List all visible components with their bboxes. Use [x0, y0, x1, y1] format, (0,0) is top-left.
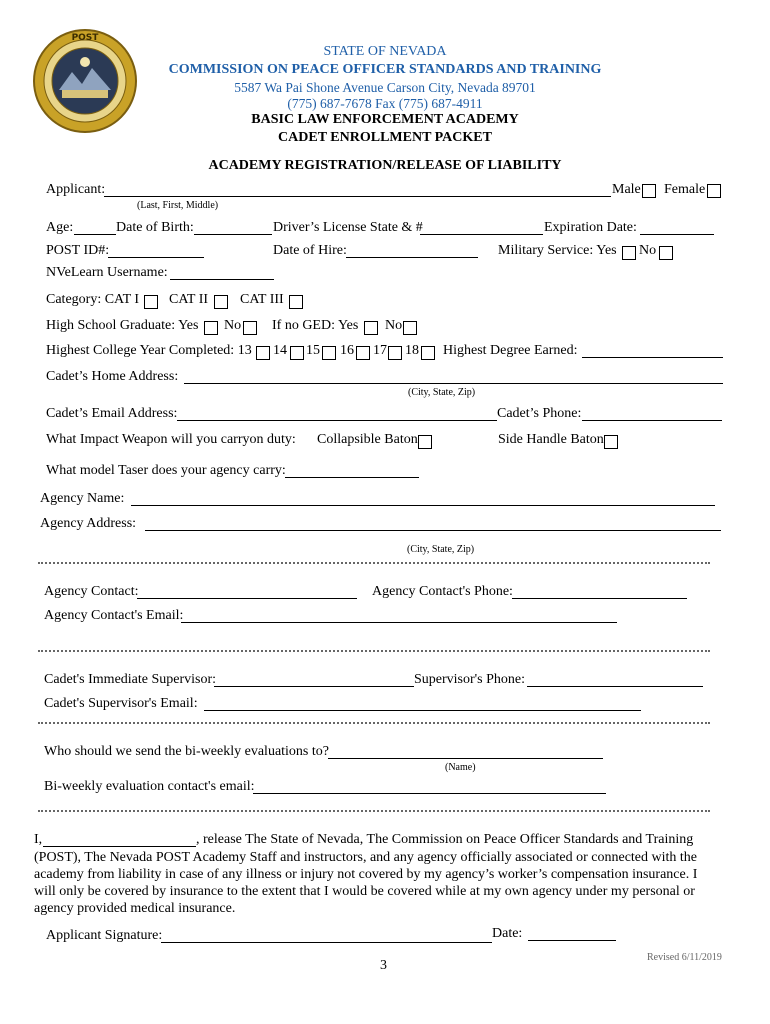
section-title: ACADEMY REGISTRATION/RELEASE OF LIABILITY	[208, 158, 562, 173]
baton2-label: Side Handle Baton	[498, 432, 604, 447]
expiration-field[interactable]	[640, 234, 714, 235]
license-label: Driver’s License State & #	[273, 220, 423, 235]
nvelearn-label: NVeLearn Username:	[46, 265, 168, 280]
ged-label: If no GED: Yes	[272, 318, 359, 333]
release-line-4: will only be covered by insurance to the extent that I would be covered while at my own agency under my personal or	[34, 884, 695, 899]
ged-yes-checkbox[interactable]	[364, 321, 378, 335]
ged-no-checkbox[interactable]	[403, 321, 417, 335]
supervisor-email-label: Cadet's Supervisor's Email:	[44, 696, 198, 711]
hire-label: Date of Hire:	[273, 243, 347, 258]
cat3-label: CAT III	[240, 292, 284, 307]
evals-label: Who should we send the bi-weekly evaluations to?	[44, 744, 329, 759]
date-label: Date:	[492, 926, 523, 941]
college-16-checkbox[interactable]	[356, 346, 370, 360]
header-commission: COMMISSION ON PEACE OFFICER STANDARDS AND TRAINING	[168, 62, 602, 77]
weapon-label: What Impact Weapon will you carryon duty:	[46, 432, 296, 447]
nvelearn-field[interactable]	[170, 279, 274, 280]
college-18-checkbox[interactable]	[421, 346, 435, 360]
hs-yes-checkbox[interactable]	[204, 321, 218, 335]
category-label: Category: CAT I	[46, 292, 140, 307]
baton1-label: Collapsible Baton	[317, 432, 418, 447]
release-i: I,	[34, 832, 43, 847]
header-address: 5587 Wa Pai Shone Avenue Carson City, Nevada 89701	[234, 80, 536, 95]
hs-no-label: No	[224, 318, 242, 333]
college-15-checkbox[interactable]	[322, 346, 336, 360]
divider	[38, 650, 710, 652]
agency-contact-email-label: Agency Contact's Email:	[44, 608, 184, 623]
dob-label: Date of Birth:	[116, 220, 194, 235]
cat3-checkbox[interactable]	[289, 295, 303, 309]
page-number: 3	[380, 958, 387, 973]
taser-label: What model Taser does your agency carry:	[46, 463, 286, 478]
supervisor-email-field[interactable]	[204, 710, 641, 711]
male-label: Male	[612, 182, 641, 197]
cat1-checkbox[interactable]	[144, 295, 158, 309]
taser-field[interactable]	[285, 477, 419, 478]
college-14-label: 14	[273, 343, 287, 358]
degree-label: Highest Degree Earned:	[443, 343, 578, 358]
evals-name-hint: (Name)	[445, 762, 476, 773]
agency-name-label: Agency Name:	[40, 491, 125, 506]
supervisor-field[interactable]	[214, 686, 414, 687]
release-line-3: academy from liability in case of any illness or injury not covered by my agency’s worker’s compensation insurance. I	[34, 867, 698, 882]
supervisor-phone-field[interactable]	[527, 686, 703, 687]
eval-email-field[interactable]	[253, 793, 606, 794]
release-line-1: , release The State of Nevada, The Commission on Peace Officer Standards and Training	[196, 832, 694, 847]
female-label: Female	[664, 182, 706, 197]
eval-email-label: Bi-weekly evaluation contact's email:	[44, 779, 255, 794]
supervisor-phone-label: Supervisor's Phone:	[414, 672, 526, 687]
military-no-label: No	[639, 243, 657, 258]
military-yes-checkbox[interactable]	[622, 246, 636, 260]
header-academy: BASIC LAW ENFORCEMENT ACADEMY	[251, 112, 519, 127]
release-line-2: (POST), The Nevada POST Academy Staff and instructors, and any agency officially associated or connected with the	[34, 850, 698, 865]
header-packet: CADET ENROLLMENT PACKET	[278, 130, 492, 145]
header-state: STATE OF NEVADA	[323, 44, 447, 59]
expiration-label: Expiration Date:	[544, 220, 637, 235]
college-18-label: 18	[405, 343, 419, 358]
post-id-label: POST ID#:	[46, 243, 110, 258]
home-label: Cadet’s Home Address:	[46, 369, 179, 384]
cadet-phone-label: Cadet’s Phone:	[497, 406, 582, 421]
age-label: Age:	[46, 220, 74, 235]
revised-note: Revised 6/11/2019	[647, 952, 722, 963]
divider	[38, 562, 710, 564]
ged-no-label: No	[385, 318, 403, 333]
military-no-checkbox[interactable]	[659, 246, 673, 260]
college-14-checkbox[interactable]	[290, 346, 304, 360]
college-label: Highest College Year Completed: 13	[46, 343, 252, 358]
hire-field[interactable]	[346, 257, 478, 258]
college-13-checkbox[interactable]	[256, 346, 270, 360]
email-field[interactable]	[177, 420, 497, 421]
baton1-checkbox[interactable]	[418, 435, 432, 449]
signature-label: Applicant Signature:	[46, 928, 163, 943]
age-field[interactable]	[74, 234, 116, 235]
date-field[interactable]	[528, 940, 616, 941]
degree-field[interactable]	[582, 357, 723, 358]
name-hint: (Last, First, Middle)	[137, 200, 219, 211]
divider	[38, 810, 710, 812]
college-17-checkbox[interactable]	[388, 346, 402, 360]
cat2-label: CAT II	[169, 292, 209, 307]
hs-no-checkbox[interactable]	[243, 321, 257, 335]
home-csz-hint: (City, State, Zip)	[408, 387, 476, 398]
agency-contact-field[interactable]	[137, 598, 357, 599]
agency-name-field[interactable]	[131, 505, 715, 506]
header-phone: (775) 687-7678 Fax (775) 687-4911	[287, 96, 483, 111]
military-label: Military Service: Yes	[498, 243, 617, 258]
signature-field[interactable]	[161, 942, 492, 943]
agency-csz-hint: (City, State, Zip)	[407, 544, 475, 555]
email-label: Cadet’s Email Address:	[46, 406, 178, 421]
dob-field[interactable]	[194, 234, 272, 235]
applicant-field[interactable]	[104, 196, 611, 197]
seal-text: POST	[71, 33, 99, 43]
male-checkbox[interactable]	[642, 184, 656, 198]
supervisor-label: Cadet's Immediate Supervisor:	[44, 672, 217, 687]
female-checkbox[interactable]	[707, 184, 721, 198]
college-16-label: 16	[340, 343, 354, 358]
release-name-field[interactable]	[43, 846, 196, 847]
post-id-field[interactable]	[108, 257, 204, 258]
college-17-label: 17	[373, 343, 387, 358]
agency-contact-email-field[interactable]	[181, 622, 617, 623]
agency-contact-phone-label: Agency Contact's Phone:	[372, 584, 513, 599]
agency-contact-phone-field[interactable]	[512, 598, 687, 599]
applicant-label: Applicant:	[46, 182, 106, 197]
divider	[38, 722, 710, 724]
home-field[interactable]	[184, 383, 723, 384]
release-line-5: agency provided medical insurance.	[34, 901, 236, 916]
cat2-checkbox[interactable]	[214, 295, 228, 309]
agency-contact-label: Agency Contact:	[44, 584, 139, 599]
college-15-label: 15	[306, 343, 320, 358]
cadet-phone-field[interactable]	[582, 420, 722, 421]
agency-addr-label: Agency Address:	[40, 516, 137, 531]
baton2-checkbox[interactable]	[604, 435, 618, 449]
license-field[interactable]	[420, 234, 543, 235]
agency-addr-field[interactable]	[145, 530, 721, 531]
hs-label: High School Graduate: Yes	[46, 318, 199, 333]
evals-field[interactable]	[328, 758, 603, 759]
